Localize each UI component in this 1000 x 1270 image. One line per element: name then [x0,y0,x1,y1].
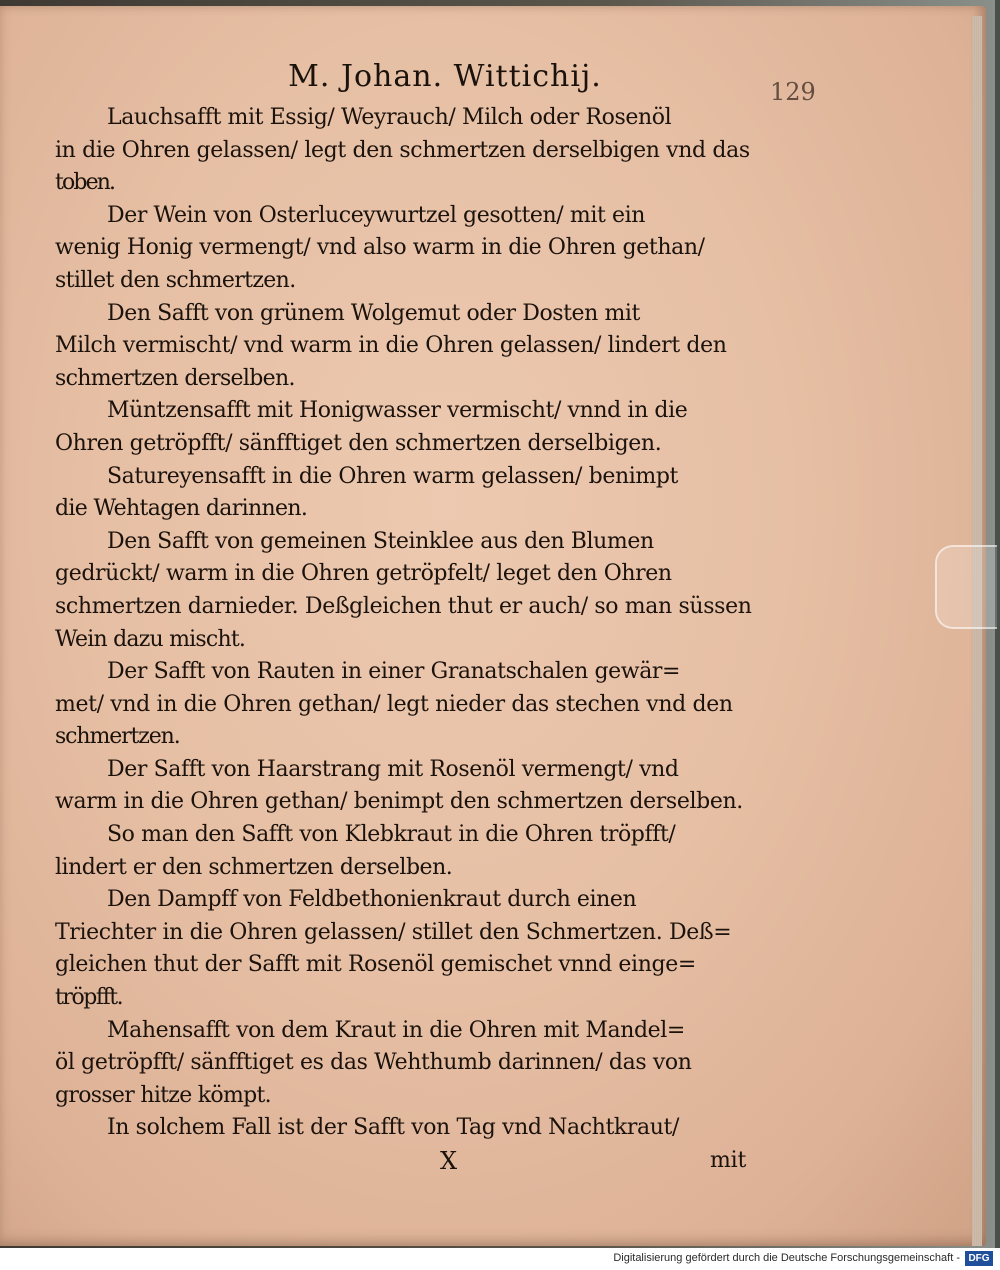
text-line: Der Wein von Osterluceywurtzel gesotten/ mit ein [107,202,645,228]
text-line: Triechter in die Ohren gelassen/ stillet den Schmertzen. Deß= [55,919,732,945]
signature-line [55,1145,775,1177]
dfg-logo: DFG [964,1250,994,1267]
text-line: Wein dazu mischt. [55,626,246,652]
text-line: gleichen thut der Safft mit Rosenöl gemischet vnnd einge= [55,952,696,978]
text-line: Mahensafft von dem Kraut in die Ohren mit Mandel= [107,1017,685,1043]
text-line: schmertzen darnieder. Deßgleichen thut er auch/ so man süssen [55,593,752,619]
page-clip [935,545,997,629]
page-stack-edge [972,16,982,1246]
text-line: Den Dampff von Feldbethonienkraut durch einen [107,887,637,913]
text-line: lindert er den schmertzen derselben. [55,854,453,880]
text-line: in die Ohren gelassen/ legt den schmertzen derselbigen vnd das [55,137,750,163]
text-line: tröpfft. [55,985,123,1011]
text-line: Milch vermischt/ vnd warm in die Ohren gelassen/ lindert den [55,333,727,359]
running-header: M. Johan. Wittichij. [288,59,602,94]
text-line: stillet den schmertzen. [55,267,296,293]
text-line: met/ vnd in die Ohren gethan/ legt nieder das stechen vnd den [55,691,733,717]
text-line: Den Safft von grünem Wolgemut oder Dosten mit [107,300,640,326]
text-line: Lauchsafft mit Essig/ Weyrauch/ Milch oder Rosenöl [107,105,672,130]
text-line: die Wehtagen darinnen. [55,496,308,522]
text-line: öl getröpfft/ sänfftiget es das Wehthumb darinnen/ das von [55,1050,692,1076]
text-line: Den Safft von gemeinen Steinklee aus den Blumen [107,528,654,554]
text-line: Satureyensafft in die Ohren warm gelassen/ benimpt [107,463,678,489]
page-text-block [55,52,775,1177]
folio-number: 129 [770,78,816,106]
text-line: schmertzen. [55,724,180,750]
text-line: So man den Safft von Klebkraut in die Ohren tröpfft/ [107,822,676,848]
text-line: schmertzen derselben. [55,365,295,391]
catchword: mit [710,1148,747,1173]
text-line: grosser hitze kömpt. [55,1082,271,1108]
text-line: wenig Honig vermengt/ vnd also warm in die Ohren gethan/ [55,235,705,261]
text-line: In solchem Fall ist der Safft von Tag vnd Nachtkraut/ [107,1115,679,1141]
text-line: gedrückt/ warm in die Ohren getröpfelt/ leget den Ohren [55,561,672,587]
text-line: Müntzensafft mit Honigwasser vermischt/ vnnd in die [107,398,688,424]
signature-mark: X [440,1147,457,1175]
paragraph-list [55,102,775,1145]
text-line: toben. [55,170,115,196]
text-line: Ohren getröpfft/ sänfftiget den schmertzen derselbigen. [55,430,662,456]
text-line: Der Safft von Rauten in einer Granatschalen gewär= [107,659,681,685]
text-line: warm in die Ohren gethan/ benimpt den schmertzen derselben. [55,789,743,815]
footer-credit: Digitalisierung gefördert durch die Deutsche Forschungsgemeinschaft - [613,1252,960,1264]
text-line: Der Safft von Haarstrang mit Rosenöl vermengt/ vnd [107,756,679,782]
